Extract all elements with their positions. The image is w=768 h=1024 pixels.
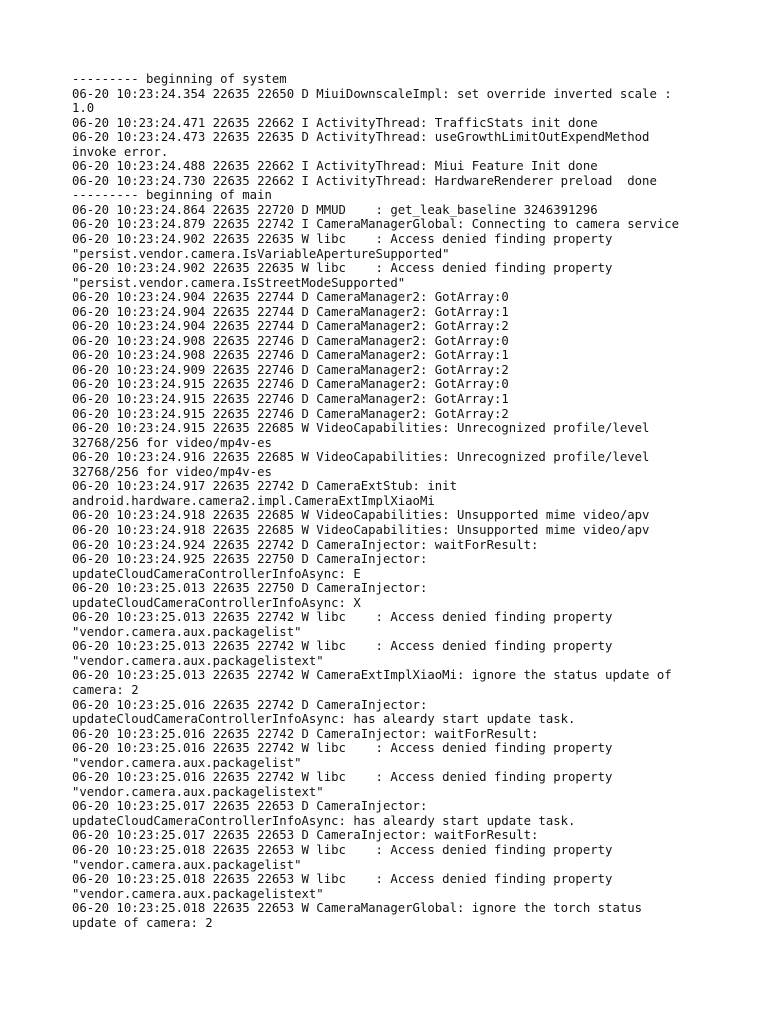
log-line: 06-20 10:23:24.904 22635 22744 D CameraManager2: GotArray:1 xyxy=(72,304,509,319)
log-line: 06-20 10:23:24.915 22635 22746 D CameraManager2: GotArray:1 xyxy=(72,392,509,407)
log-line: 32768/256 for video/mp4v-es xyxy=(72,435,272,450)
log-line: 32768/256 for video/mp4v-es xyxy=(72,464,272,479)
log-line: updateCloudCameraControllerInfoAsync: E xyxy=(72,566,361,581)
log-line: 06-20 10:23:24.916 22635 22685 W VideoCapabilities: Unrecognized profile/level xyxy=(72,450,650,465)
log-line: 06-20 10:23:24.904 22635 22744 D CameraManager2: GotArray:2 xyxy=(72,319,509,334)
log-line: update of camera: 2 xyxy=(72,915,213,930)
log-line: 06-20 10:23:25.013 22635 22750 D CameraInjector: xyxy=(72,581,428,596)
log-line: android.hardware.camera2.impl.CameraExtImplXiaoMi xyxy=(72,493,435,508)
log-line: --------- beginning of system xyxy=(72,72,287,86)
log-line: 06-20 10:23:25.016 22635 22742 W libc : Access denied finding property xyxy=(72,741,613,756)
log-line: 06-20 10:23:24.915 22635 22746 D CameraManager2: GotArray:2 xyxy=(72,406,509,421)
log-text-block xyxy=(72,72,712,930)
log-line: "vendor.camera.aux.packagelist" xyxy=(72,857,302,872)
log-line: updateCloudCameraControllerInfoAsync: X xyxy=(72,595,361,610)
log-line: "vendor.camera.aux.packagelistext" xyxy=(72,886,324,901)
log-line: 06-20 10:23:24.918 22635 22685 W VideoCapabilities: Unsupported mime video/apv xyxy=(72,508,650,523)
log-line: 06-20 10:23:24.473 22635 22635 D ActivityThread: useGrowthLimitOutExpendMethod xyxy=(72,130,650,145)
log-line: 06-20 10:23:24.864 22635 22720 D MMUD : get_leak_baseline 3246391296 xyxy=(72,202,598,217)
log-line: 06-20 10:23:25.017 22635 22653 D CameraInjector: waitForResult: xyxy=(72,828,539,843)
log-line: 06-20 10:23:24.915 22635 22685 W VideoCapabilities: Unrecognized profile/level xyxy=(72,421,650,436)
log-line: 06-20 10:23:24.908 22635 22746 D CameraManager2: GotArray:1 xyxy=(72,348,509,363)
log-line: 06-20 10:23:24.915 22635 22746 D CameraManager2: GotArray:0 xyxy=(72,377,509,392)
log-line: 06-20 10:23:25.017 22635 22653 D CameraInjector: xyxy=(72,799,428,814)
log-line: 06-20 10:23:24.902 22635 22635 W libc : Access denied finding property xyxy=(72,232,613,247)
log-line: "persist.vendor.camera.IsStreetModeSupported" xyxy=(72,275,406,290)
log-line: 06-20 10:23:25.013 22635 22742 W libc : Access denied finding property xyxy=(72,639,613,654)
log-line: 1.0 xyxy=(72,101,95,116)
log-line: 06-20 10:23:24.909 22635 22746 D CameraManager2: GotArray:2 xyxy=(72,362,509,377)
log-line: 06-20 10:23:24.925 22635 22750 D CameraInjector: xyxy=(72,552,428,567)
log-line: 06-20 10:23:25.018 22635 22653 W libc : Access denied finding property xyxy=(72,872,613,887)
log-line: 06-20 10:23:25.018 22635 22653 W CameraManagerGlobal: ignore the torch status xyxy=(72,901,643,916)
log-line: "vendor.camera.aux.packagelistext" xyxy=(72,784,324,799)
log-line: 06-20 10:23:24.354 22635 22650 D MiuiDownscaleImpl: set override inverted scale : xyxy=(72,86,672,101)
log-line: 06-20 10:23:24.917 22635 22742 D CameraExtStub: init xyxy=(72,479,457,494)
log-line: "vendor.camera.aux.packagelist" xyxy=(72,624,302,639)
log-line: 06-20 10:23:24.488 22635 22662 I ActivityThread: Miui Feature Init done xyxy=(72,159,598,174)
log-line: 06-20 10:23:24.908 22635 22746 D CameraManager2: GotArray:0 xyxy=(72,333,509,348)
log-line: 06-20 10:23:25.016 22635 22742 W libc : Access denied finding property xyxy=(72,770,613,785)
log-line: 06-20 10:23:24.879 22635 22742 I CameraManagerGlobal: Connecting to camera service xyxy=(72,217,680,232)
log-line: invoke error. xyxy=(72,144,169,159)
log-line: 06-20 10:23:24.918 22635 22685 W VideoCapabilities: Unsupported mime video/apv xyxy=(72,522,650,537)
log-line: "persist.vendor.camera.IsVariableApertureSupported" xyxy=(72,246,450,261)
log-line: --------- beginning of main xyxy=(72,188,272,203)
log-line: "vendor.camera.aux.packagelistext" xyxy=(72,653,324,668)
log-line: 06-20 10:23:24.924 22635 22742 D CameraInjector: waitForResult: xyxy=(72,537,539,552)
log-line: updateCloudCameraControllerInfoAsync: has aleardy start update task. xyxy=(72,813,576,828)
log-line: 06-20 10:23:24.902 22635 22635 W libc : Access denied finding property xyxy=(72,261,613,276)
log-line: 06-20 10:23:24.471 22635 22662 I ActivityThread: TrafficStats init done xyxy=(72,115,598,130)
log-line: camera: 2 xyxy=(72,682,139,697)
log-line: 06-20 10:23:25.013 22635 22742 W libc : Access denied finding property xyxy=(72,610,613,625)
log-line: 06-20 10:23:25.018 22635 22653 W libc : Access denied finding property xyxy=(72,842,613,857)
log-line: 06-20 10:23:25.013 22635 22742 W CameraExtImplXiaoMi: ignore the status update of xyxy=(72,668,672,683)
document-page xyxy=(72,72,712,930)
log-line: "vendor.camera.aux.packagelist" xyxy=(72,755,302,770)
log-line: 06-20 10:23:24.730 22635 22662 I ActivityThread: HardwareRenderer preload done xyxy=(72,173,657,188)
log-line: 06-20 10:23:24.904 22635 22744 D CameraManager2: GotArray:0 xyxy=(72,290,509,305)
log-line: 06-20 10:23:25.016 22635 22742 D CameraInjector: xyxy=(72,697,428,712)
log-line: 06-20 10:23:25.016 22635 22742 D CameraInjector: waitForResult: xyxy=(72,726,539,741)
log-line: updateCloudCameraControllerInfoAsync: has aleardy start update task. xyxy=(72,712,576,727)
